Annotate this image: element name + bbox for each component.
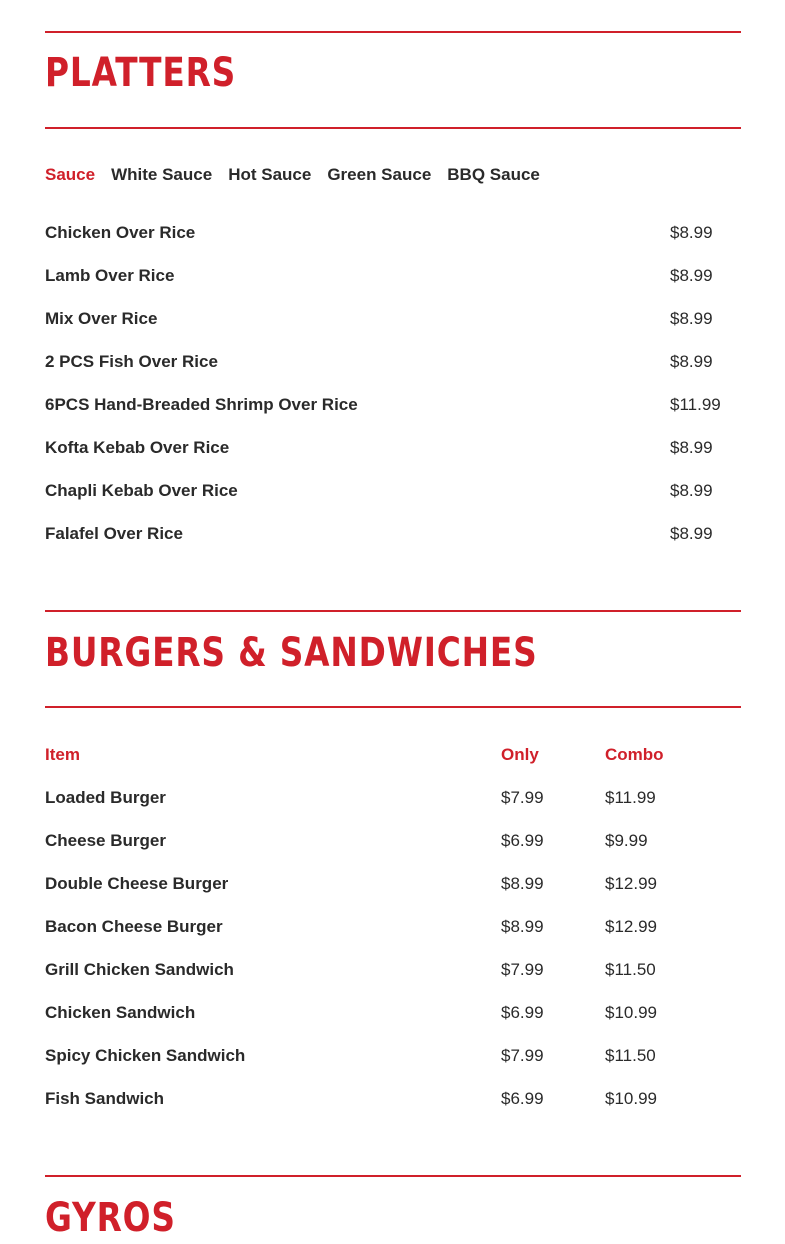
item-name: Grill Chicken Sandwich: [45, 960, 234, 979]
item-price-combo: $10.99: [605, 1003, 657, 1022]
item-price-combo: $12.99: [605, 874, 657, 893]
item-name: Cheese Burger: [45, 831, 166, 850]
item-price-combo: $9.99: [605, 831, 648, 850]
tab-hot-sauce[interactable]: Hot Sauce: [228, 165, 312, 184]
section-divider-bottom: [45, 127, 741, 129]
item-price-only: $7.99: [501, 788, 544, 807]
item-name: 2 PCS Fish Over Rice: [45, 352, 218, 371]
section-title-gyros: GYROS: [45, 1195, 176, 1241]
item-name: Lamb Over Rice: [45, 266, 175, 285]
tab-bbq-sauce[interactable]: BBQ Sauce: [447, 165, 540, 184]
item-price: $8.99: [670, 223, 713, 242]
menu-item-row: [45, 786, 741, 810]
item-name: Mix Over Rice: [45, 309, 158, 328]
menu-item-row: [45, 1044, 741, 1068]
item-name: Kofta Kebab Over Rice: [45, 438, 230, 457]
item-name: Double Cheese Burger: [45, 874, 229, 893]
menu-item-row: [45, 307, 741, 331]
item-price-combo: $11.50: [605, 960, 656, 979]
menu-item-row: [45, 1087, 741, 1111]
menu-item-row: [45, 829, 741, 853]
menu-item-row: [45, 264, 741, 288]
section-divider-top: [45, 31, 741, 33]
item-price-combo: $12.99: [605, 917, 657, 936]
column-header-only: Only: [501, 745, 539, 764]
item-price-only: $7.99: [501, 1046, 544, 1065]
item-price-combo: $11.99: [605, 788, 656, 807]
menu-item-row: [45, 436, 741, 460]
column-header-item: Item: [45, 745, 80, 764]
menu-item-row: [45, 915, 741, 939]
item-name: Chicken Over Rice: [45, 223, 196, 242]
column-header-combo: Combo: [605, 745, 664, 764]
menu-item-row: [45, 479, 741, 503]
item-price-only: $7.99: [501, 960, 544, 979]
item-name: Chicken Sandwich: [45, 1003, 196, 1022]
menu-item-row: [45, 350, 741, 374]
item-price-combo: $10.99: [605, 1089, 657, 1108]
table-header-row: [45, 743, 741, 767]
item-name: Falafel Over Rice: [45, 524, 183, 543]
tab-sauce[interactable]: Sauce: [45, 165, 96, 184]
item-price-only: $8.99: [501, 874, 544, 893]
menu-item-row: [45, 1001, 741, 1025]
item-price: $8.99: [670, 438, 713, 457]
section-title-burgers-sandwiches: BURGERS & SANDWICHES: [45, 630, 538, 676]
item-price: $8.99: [670, 266, 713, 285]
item-price: $8.99: [670, 524, 713, 543]
section-title-platters: PLATTERS: [45, 50, 237, 96]
menu-item-row: [45, 958, 741, 982]
sauce-tabs: [45, 163, 540, 187]
section-divider-top: [45, 610, 741, 612]
tab-green-sauce[interactable]: Green Sauce: [327, 165, 432, 184]
menu-item-row: [45, 872, 741, 896]
item-name: Loaded Burger: [45, 788, 166, 807]
item-price-combo: $11.50: [605, 1046, 656, 1065]
section-divider-bottom: [45, 706, 741, 708]
item-name: Spicy Chicken Sandwich: [45, 1046, 246, 1065]
item-price-only: $6.99: [501, 1089, 544, 1108]
item-name: 6PCS Hand-Breaded Shrimp Over Rice: [45, 395, 358, 414]
item-price: $8.99: [670, 352, 713, 371]
item-price: $8.99: [670, 309, 713, 328]
item-name: Chapli Kebab Over Rice: [45, 481, 238, 500]
tab-white-sauce[interactable]: White Sauce: [111, 165, 213, 184]
menu-item-row: [45, 393, 741, 417]
menu-item-row: [45, 522, 741, 546]
item-price: $11.99: [670, 395, 721, 414]
item-price-only: $6.99: [501, 831, 544, 850]
item-price-only: $6.99: [501, 1003, 544, 1022]
item-price-only: $8.99: [501, 917, 544, 936]
item-name: Bacon Cheese Burger: [45, 917, 223, 936]
section-divider-top: [45, 1175, 741, 1177]
item-price: $8.99: [670, 481, 713, 500]
menu-item-row: [45, 221, 741, 245]
item-name: Fish Sandwich: [45, 1089, 165, 1108]
